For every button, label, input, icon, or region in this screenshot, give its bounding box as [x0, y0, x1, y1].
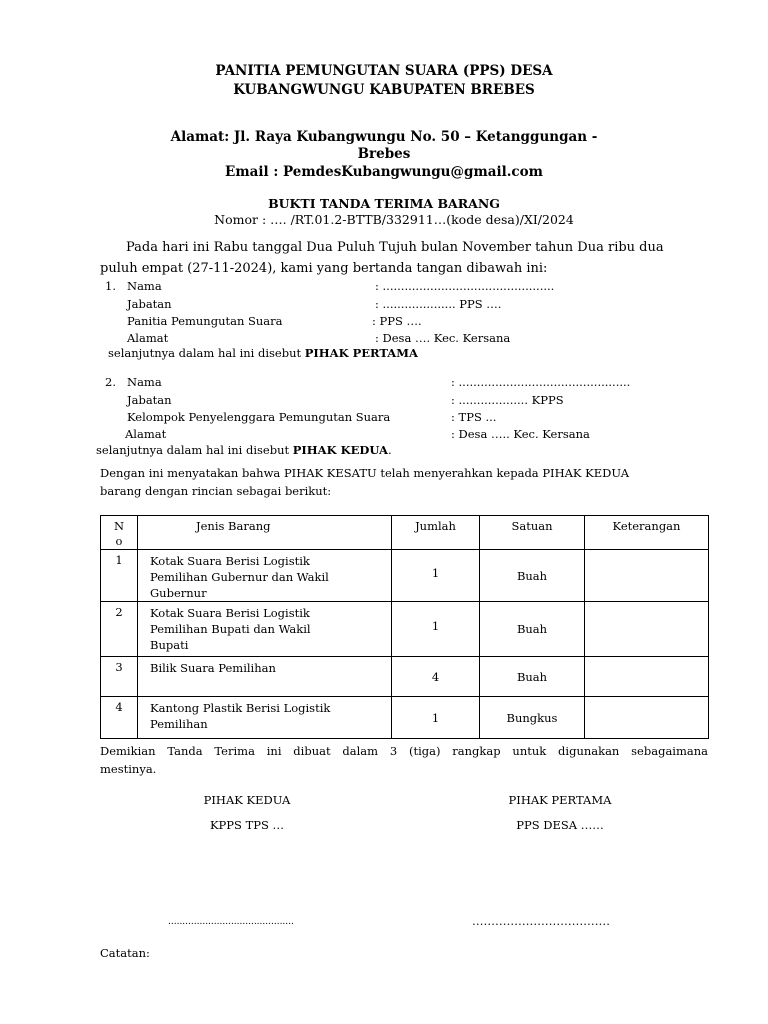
signature-right-role: PPS DESA ……: [516, 818, 604, 832]
document-title: BUKTI TANDA TERIMA BARANG: [268, 196, 500, 211]
email-line: Email : PemdesKubangwungu@gmail.com: [225, 164, 543, 180]
address-line-1: Alamat: Jl. Raya Kubangwungu No. 50 – Ketanggungan -: [170, 129, 598, 145]
signature-right-line: ………………………………: [472, 914, 610, 928]
party-two-address-value: : Desa ….. Kec. Kersana: [451, 427, 590, 441]
party-one-name-label: Nama: [127, 279, 162, 293]
header-no: N o: [101, 516, 138, 550]
party-one-number: 1.: [105, 279, 116, 293]
intro-line-1: Pada hari ini Rabu tanggal Dua Puluh Tujuh bulan November tahun Dua ribu dua: [126, 240, 664, 255]
header-keterangan: Keterangan: [585, 516, 709, 550]
address-line-2: Brebes: [357, 146, 411, 162]
header-jenis-barang: Jenis Barang: [138, 516, 392, 550]
party-two-group-value: : TPS ...: [451, 410, 497, 424]
row-jenis: Kotak Suara Berisi Logistik Pemilihan Bupati dan Wakil Bupati: [138, 602, 392, 657]
signature-left-role: KPPS TPS …: [209, 818, 285, 832]
party-two-position-label: Jabatan: [127, 393, 172, 407]
statement-line-1: Dengan ini menyatakan bahwa PIHAK KESATU telah menyerahkan kepada PIHAK KEDUA: [100, 466, 630, 480]
header-line-1: PANITIA PEMUNGUTAN SUARA (PPS) DESA: [215, 63, 553, 79]
intro-line-2: puluh empat (27-11-2024), kami yang bertanda tangan dibawah ini:: [100, 261, 548, 276]
row-keterangan: [585, 697, 709, 739]
row-no: 1: [101, 550, 138, 602]
row-satuan: Bungkus: [480, 697, 585, 739]
row-satuan: Buah: [480, 602, 585, 657]
row-jenis: Bilik Suara Pemilihan: [138, 657, 392, 697]
row-jenis: Kantong Plastik Berisi Logistik Pemilihan: [138, 697, 392, 739]
items-table: [100, 515, 709, 739]
row-satuan: Buah: [480, 550, 585, 602]
party-two-number: 2.: [105, 375, 116, 389]
table-header-row: [101, 516, 709, 550]
header-jumlah: Jumlah: [392, 516, 480, 550]
party-one-address-label: Alamat: [127, 331, 169, 345]
row-no: 4: [101, 697, 138, 739]
party-two-name-label: Nama: [127, 375, 162, 389]
table-row: [101, 657, 709, 697]
party-two-closing: selanjutnya dalam hal ini disebut PIHAK KEDUA.: [96, 443, 392, 457]
party-two-name-value: : ...............................................: [451, 375, 631, 389]
row-keterangan: [585, 550, 709, 602]
header-satuan: Satuan: [480, 516, 585, 550]
statement-line-2: barang dengan rincian sebagai berikut:: [100, 484, 332, 498]
header-line-2: KUBANGWUNGU KABUPATEN BREBES: [233, 82, 535, 98]
document-number: Nomor : …. /RT.01.2-BTTB/332911…(kode desa)/XI/2024: [214, 212, 574, 227]
table-row: [101, 697, 709, 739]
row-keterangan: [585, 602, 709, 657]
row-jumlah: 1: [392, 550, 480, 602]
table-row: [101, 602, 709, 657]
row-satuan: Buah: [480, 657, 585, 697]
party-one-committee-value: : PPS ….: [372, 314, 422, 328]
signature-left-title: PIHAK KEDUA: [203, 793, 291, 807]
party-one-closing: selanjutnya dalam hal ini disebut PIHAK PERTAMA: [108, 346, 418, 360]
notes-label: Catatan:: [100, 946, 150, 960]
closing-line-1: Demikian Tanda Terima ini dibuat dalam 3 (tiga) rangkap untuk digunakan sebagaimana: [100, 744, 708, 758]
party-two-position-value: : ................... KPPS: [451, 393, 564, 407]
table-row: [101, 550, 709, 602]
row-keterangan: [585, 657, 709, 697]
signature-left-line: ............................................: [168, 917, 294, 927]
row-jenis: Kotak Suara Berisi Logistik Pemilihan Gubernur dan Wakil Gubernur: [138, 550, 392, 602]
row-jumlah: 1: [392, 602, 480, 657]
signature-right-title: PIHAK PERTAMA: [508, 793, 612, 807]
row-no: 3: [101, 657, 138, 697]
party-one-position-label: Jabatan: [127, 297, 172, 311]
row-jumlah: 1: [392, 697, 480, 739]
party-one-committee-label: Panitia Pemungutan Suara: [127, 314, 283, 328]
party-two-address-label: Alamat: [125, 427, 167, 441]
closing-line-2: mestinya.: [100, 762, 157, 776]
party-one-name-value: : ...............................................: [375, 279, 555, 293]
row-no: 2: [101, 602, 138, 657]
party-two-group-label: Kelompok Penyelenggara Pemungutan Suara: [127, 410, 391, 424]
row-jumlah: 4: [392, 657, 480, 697]
party-one-position-value: : .................... PPS ….: [375, 297, 502, 311]
party-one-address-value: : Desa …. Kec. Kersana: [375, 331, 511, 345]
